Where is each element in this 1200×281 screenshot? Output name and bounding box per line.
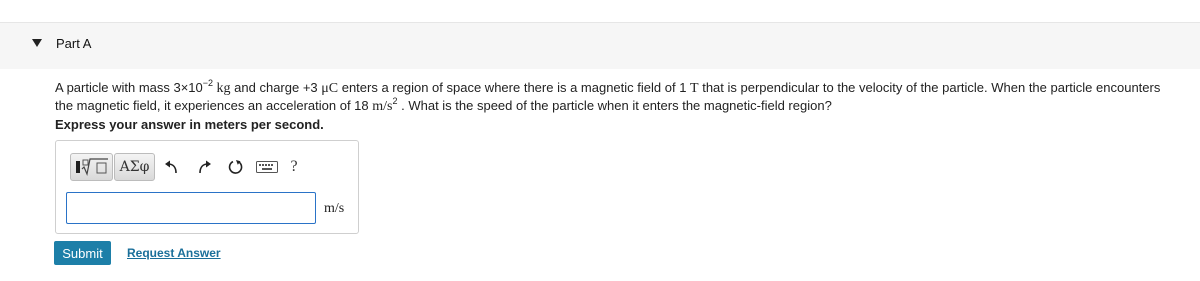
math-templates-button[interactable] — [70, 153, 113, 181]
answer-box — [55, 140, 359, 234]
question-text-1: A particle with mass 3×10 — [55, 80, 203, 95]
acceleration-unit: m/s — [372, 99, 393, 114]
answer-input[interactable] — [66, 192, 316, 224]
acceleration-exponent: 2 — [392, 96, 398, 106]
question-text-5: . What is the speed of the particle when it enters the magnetic-field region? — [397, 98, 832, 113]
unit-label: m/s — [324, 201, 345, 216]
answer-instruction: Express your answer in meters per second. — [55, 117, 324, 132]
reset-button[interactable] — [227, 158, 245, 176]
question-text-2: and charge +3 — [230, 80, 322, 95]
question-text-4: that is perpendicular to the velocity of the particle. When the particle encounters the magnetic field, it experiences an acceleration of 18 — [55, 80, 1161, 113]
charge-unit: μC — [321, 81, 339, 96]
part-header[interactable] — [0, 23, 1200, 69]
redo-icon — [196, 159, 212, 175]
greek-symbols-button[interactable]: ΑΣφ — [114, 153, 155, 181]
part-title: Part A — [56, 36, 92, 51]
math-template-icon — [75, 158, 109, 176]
question-text — [55, 79, 1165, 115]
mass-unit: kg — [213, 81, 231, 96]
reset-icon — [228, 159, 244, 175]
keyboard-icon — [256, 160, 278, 174]
undo-button[interactable] — [163, 158, 181, 176]
redo-button[interactable] — [195, 158, 213, 176]
help-button[interactable]: ? — [290, 158, 298, 175]
undo-icon — [164, 159, 180, 175]
submit-button[interactable]: Submit — [54, 241, 111, 265]
collapse-caret-icon[interactable] — [32, 39, 42, 47]
request-answer-link[interactable]: Request Answer — [127, 246, 221, 260]
keyboard-button[interactable] — [256, 158, 278, 176]
mass-exponent: −2 — [202, 78, 214, 88]
question-text-3: enters a region of space where there is a magnetic field of 1 — [338, 80, 691, 95]
field-unit: T — [690, 81, 699, 96]
